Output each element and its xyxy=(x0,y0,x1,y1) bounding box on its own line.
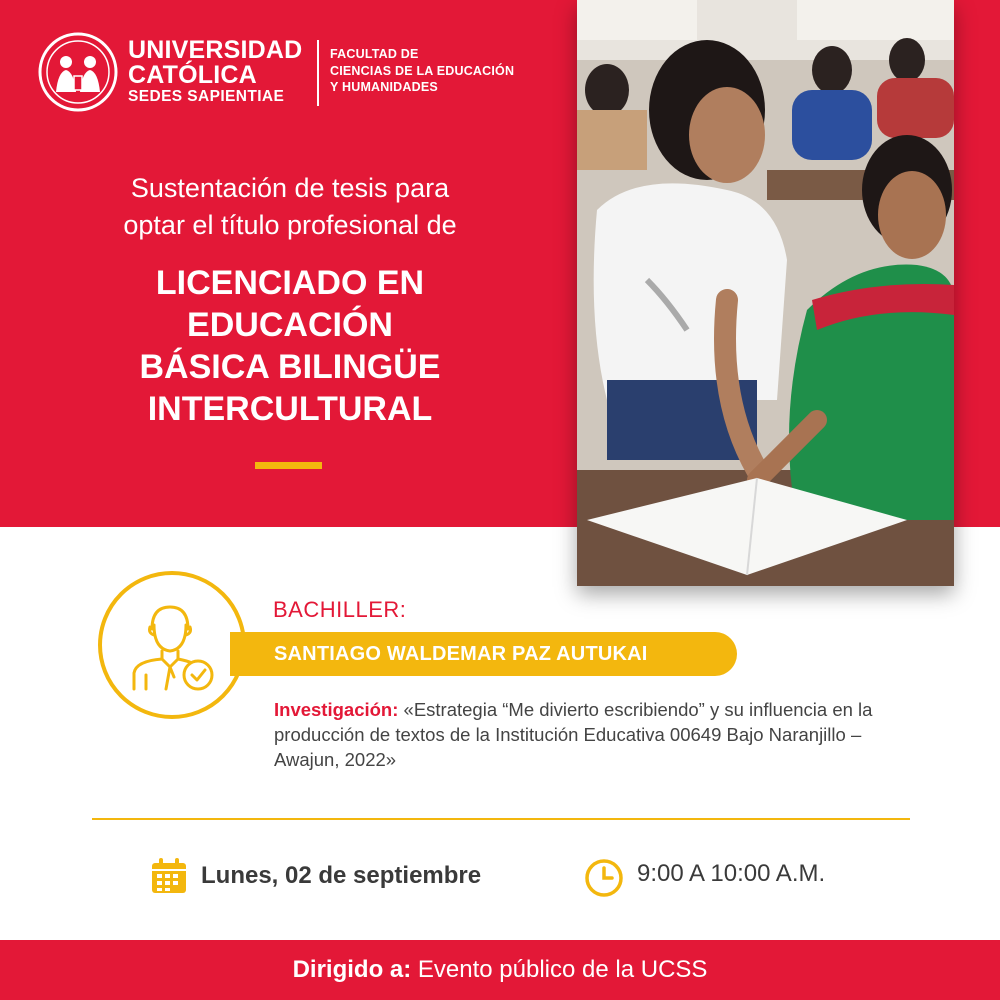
event-date: Lunes, 02 de septiembre xyxy=(201,862,482,889)
research-description xyxy=(274,697,904,772)
degree-title xyxy=(40,262,540,430)
university-name-line2: CATÓLICA xyxy=(128,61,257,89)
degree-line1: LICENCIADO EN xyxy=(155,264,425,302)
audience-value: Evento público de la UCSS xyxy=(417,956,708,983)
intro-line2: optar el título profesional de xyxy=(123,210,457,240)
university-seal-icon xyxy=(38,32,118,112)
research-title: «Estrategia “Me divierto escribiendo” y su influencia en la producción de textos de la Institución Educativa 00649 Bajo Naranjillo – Awajun, 2022» xyxy=(274,699,873,770)
classroom-photo xyxy=(577,0,954,586)
event-intro xyxy=(40,170,540,244)
intro-line1: Sustentación de tesis para xyxy=(130,173,450,203)
research-label: Investigación: xyxy=(274,699,399,720)
calendar-icon xyxy=(150,857,188,895)
faculty-line3: Y HUMANIDADES xyxy=(330,80,438,94)
university-name xyxy=(128,38,302,107)
header-divider xyxy=(317,40,319,106)
university-name-line1: UNIVERSIDAD xyxy=(128,36,303,64)
student-name: SANTIAGO WALDEMAR PAZ AUTUKAI xyxy=(274,643,648,665)
event-time: 9:00 A 10:00 A.M. xyxy=(637,860,826,887)
bachiller-label: BACHILLER: xyxy=(273,597,407,622)
faculty-line2: CIENCIAS DE LA EDUCACIÓN xyxy=(330,63,515,78)
degree-line2: EDUCACIÓN xyxy=(187,306,393,344)
audience-info xyxy=(0,956,1000,984)
clock-icon xyxy=(584,857,624,897)
accent-bar xyxy=(255,462,322,469)
audience-label: Dirigido a: xyxy=(292,956,412,983)
section-divider xyxy=(92,818,910,820)
graduate-badge-icon xyxy=(98,571,246,719)
faculty-name xyxy=(330,46,514,96)
degree-line3: BÁSICA BILINGÜE xyxy=(139,348,441,386)
university-name-line3: SEDES SAPIENTIAE xyxy=(128,88,285,105)
faculty-line1: FACULTAD DE xyxy=(330,47,419,61)
degree-line4: INTERCULTURAL xyxy=(147,390,433,428)
